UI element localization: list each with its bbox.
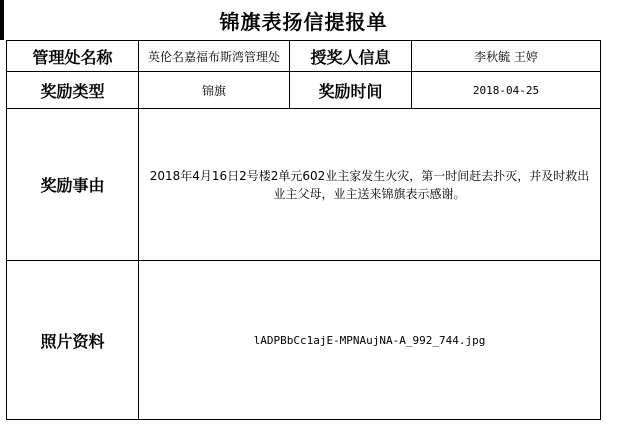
label-award-type: 奖励类型 [6, 71, 139, 109]
form-title: 锦旗表扬信提报单 [219, 9, 388, 34]
label-award-date: 奖励时间 [289, 71, 412, 109]
report-form-table [6, 40, 601, 420]
value-award-type[interactable]: 锦旗 [138, 71, 290, 109]
label-management-office: 管理处名称 [6, 40, 139, 72]
value-award-reason[interactable]: 2018年4月16日2号楼2单元602业主家发生火灾，第一时间赶去扑灭，并及时救出业主父母，业主送来锦旗表示感谢。 [138, 108, 601, 261]
value-award-date[interactable]: 2018-04-25 [411, 71, 601, 109]
label-photo-materials: 照片资料 [6, 260, 139, 420]
label-awardee-info: 授奖人信息 [289, 40, 412, 72]
value-awardee-info[interactable]: 李秋毓 王婷 [411, 40, 601, 72]
value-photo-filename[interactable]: lADPBbCc1ajE-MPNAujNA-A_992_744.jpg [138, 260, 601, 420]
value-management-office[interactable]: 英伦名嘉福布斯湾管理处 [138, 40, 290, 72]
left-edge-marker [0, 0, 4, 40]
label-award-reason: 奖励事由 [6, 108, 139, 261]
